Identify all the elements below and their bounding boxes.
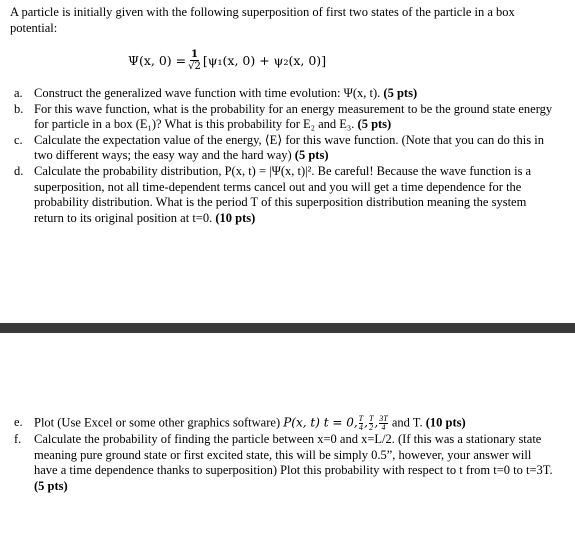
page-divider <box>0 323 575 333</box>
fraction-numerator: 1 <box>191 49 198 60</box>
question-marker: d. <box>14 163 24 178</box>
equation-rhs: [ψ₁(x, 0) + ψ₂(x, 0)] <box>202 52 327 68</box>
question-text: Construct the generalized wave function with time evolution: Ψ(x, t). <box>34 86 384 100</box>
question-text: Calculate the expectation value of the energy, ⟨E⟩ for this wave function. (Note that you can do this in two different ways; the easy way and the hard way) <box>34 132 544 163</box>
fraction-numerator: T <box>358 414 364 423</box>
points-label: (5 pts) <box>294 148 329 163</box>
question-f <box>10 432 558 494</box>
fraction-t-quarter <box>359 415 363 432</box>
fraction-three-quarter-t <box>379 415 387 432</box>
question-text: Plot (Use Excel or some other graphics software) <box>34 415 284 430</box>
question-e: e. Plot (Use Excel or some other graphics software) P(x, t) t = 0, $\frac{T}{4}$ , $\frac{T}{2}$ , $\frac{3T}{4}$ and T. (10 pts) <box>14 414 466 432</box>
equation-lhs: Ψ(x, 0) = <box>128 52 187 68</box>
question-text-end: and T. <box>388 415 426 430</box>
fraction-denominator: 4 <box>358 423 363 432</box>
question-list-top <box>10 86 558 226</box>
question-marker: c. <box>14 132 23 147</box>
points-label: (10 pts) <box>215 210 256 225</box>
question-d <box>10 164 558 226</box>
fraction-denominator: 4 <box>381 423 386 432</box>
wave-function-equation <box>128 49 326 72</box>
points-label: (5 pts) <box>383 86 418 100</box>
question-c <box>10 133 558 164</box>
question-a <box>10 86 558 102</box>
fraction-denominator: 2 <box>369 423 374 432</box>
points-label: (5 pts) <box>357 117 392 132</box>
question-text: For this wave function, what is the probability for an energy measurement to be the ground state energy for particle in a box (E₁)? What is this probability for E₂ and E₃. <box>34 101 553 132</box>
fraction-denominator: √2 <box>188 61 201 72</box>
equation-fraction <box>188 49 201 72</box>
question-b <box>10 102 558 133</box>
question-marker: e. <box>14 415 23 429</box>
fraction-numerator: 3T <box>379 414 388 423</box>
question-list-bottom <box>10 415 558 494</box>
points-label: (5 pts) <box>34 478 68 493</box>
fraction-t-half <box>369 415 373 432</box>
question-marker: a. <box>14 86 23 100</box>
intro-paragraph: A particle is initially given with the following superposition of first two states of the particle in a box potential: <box>10 5 515 35</box>
question-marker: b. <box>14 101 24 116</box>
question-text: Calculate the probability distribution, P(x, t) = |Ψ(x, t)|². Be careful! Because the wave function is a superposition, not all time-dependent terms cancel out and you will get a time dependence for the probability distribution. What is the period T of this superposition distribution meaning the system return to its original position at t=0. <box>34 163 532 225</box>
points-label: (10 pts) <box>425 415 466 430</box>
question-marker: f. <box>14 432 22 446</box>
question-text: Calculate the probability of finding the particle between x=0 and x=L/2. (If this was a stationary state meaning pure ground state or first excited state, this will be simply 0.5”, however, your answer will have a time dependence thanks to superposition) Plot this probability with respect to t from t=0 to t=3T. <box>34 432 553 478</box>
fraction-numerator: T <box>368 414 374 423</box>
plot-expression: P(x, t) t = 0, <box>283 415 358 430</box>
